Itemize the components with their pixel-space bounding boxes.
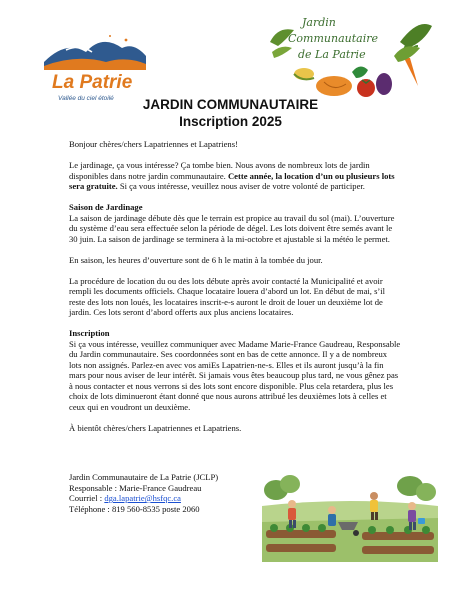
closing-line: À bientôt chères/chers Lapatriennes et Lapatriens. — [69, 422, 242, 433]
hours-paragraph: En saison, les heures d’ouverture sont de 6 h le matin à la tombée du jour. — [69, 254, 323, 265]
logo-line2-text: Communautaire — [288, 32, 378, 45]
procedure-paragraph: La procédure de location du ou des lots débute après avoir contacté la Municipalité et avoir rempli les documents officiels. Chaque locataire louera d’abord un lot. En début de mai, s’il reste des lots non loués, les locataires inscrit-e-s auront le droit de louer un deuxième lot de jardin. Ces lots seront d’abord offerts aux plus anciens locataires. — [69, 275, 386, 317]
logo-name-text: La Patrie — [52, 72, 133, 93]
title-line-2: Inscription 2025 — [179, 114, 282, 129]
contact-block — [69, 472, 269, 514]
email-label: Courriel : — [69, 493, 105, 503]
intro-text-end: Si ça vous intéresse, veuillez nous aviser de votre volonté de participer. — [117, 181, 365, 191]
contact-org: Jardin Communautaire de La Patrie (JCLP) — [69, 472, 219, 482]
season-heading: Saison de Jardinage — [69, 202, 143, 212]
gardeners-image — [262, 466, 438, 562]
greeting: Bonjour chères/chers Lapatriennes et Lapatriens! — [69, 139, 238, 149]
contact-responsable: Responsable : Marie-France Gaudreau — [69, 482, 202, 493]
letter-body — [69, 139, 401, 444]
title-line-1: JARDIN COMMUNAUTAIRE — [142, 97, 319, 112]
gardeners-illustration — [262, 466, 438, 562]
email-link[interactable]: dga.lapatrie@hsfqc.ca — [104, 493, 181, 503]
contact-phone: Téléphone : 819 560-8535 poste 2060 — [69, 503, 200, 514]
contact-email-line — [69, 493, 269, 504]
intro-bold-text: Cette année, la location d’un ou plusieurs lots sera gratuite. — [69, 170, 395, 191]
intro-paragraph — [69, 160, 401, 192]
inscription-heading: Inscription — [69, 328, 110, 338]
document-title — [0, 96, 461, 130]
logo-tagline-text: Vallée du ciel étoilé — [58, 95, 114, 102]
la-patrie-logo — [36, 26, 152, 106]
la-patrie-logo-mark — [36, 26, 152, 106]
garden-vegetables-illustration — [268, 12, 434, 100]
intro-text-start: Le jardinage, ça vous intéresse? Ça tombe bien. Nous avons de nombreux lots de jardin disponibles dans notre jardin communautaire. — [69, 160, 370, 181]
logo-line1-text: Jardin — [302, 16, 336, 29]
season-paragraph: La saison de jardinage débute dès que le terrain est propice au travail du sol (mai). L’ouverture du système d’eau sera effectuée selon la période de dégel. Les lots doivent être semés avant le 30 juin. La saison de jardinage se terminera à la mi-octobre et ajustable si la météo le permet. — [69, 212, 395, 244]
jardin-communautaire-logo — [268, 12, 434, 100]
inscription-paragraph: Si ça vous intéresse, veuillez communiquer avec Madame Marie-France Gaudreau, Responsable du Jardin communautaire. Ses coordonnées sont en bas de cette annonce. Il y a de nombreux lots non assignés. Parlez-en avec vos amiEs Lapatrien-ne-s. Elles et ils auront jusqu’à la fin mars pour nous aviser de leur intérêt. Si jamais vous êtes beaucoup plus tard, ne vous gênez pas à nous contacter et nous verrons si des lots sont encore disponible. Plus cela retardera, plus les choix de lots diminueront étant donné que nous aurons attribué les deuxièmes lots à celles et ceux qui en voudront un deuxième. — [69, 338, 401, 412]
logo-line3-text: de La Patrie — [298, 48, 366, 61]
